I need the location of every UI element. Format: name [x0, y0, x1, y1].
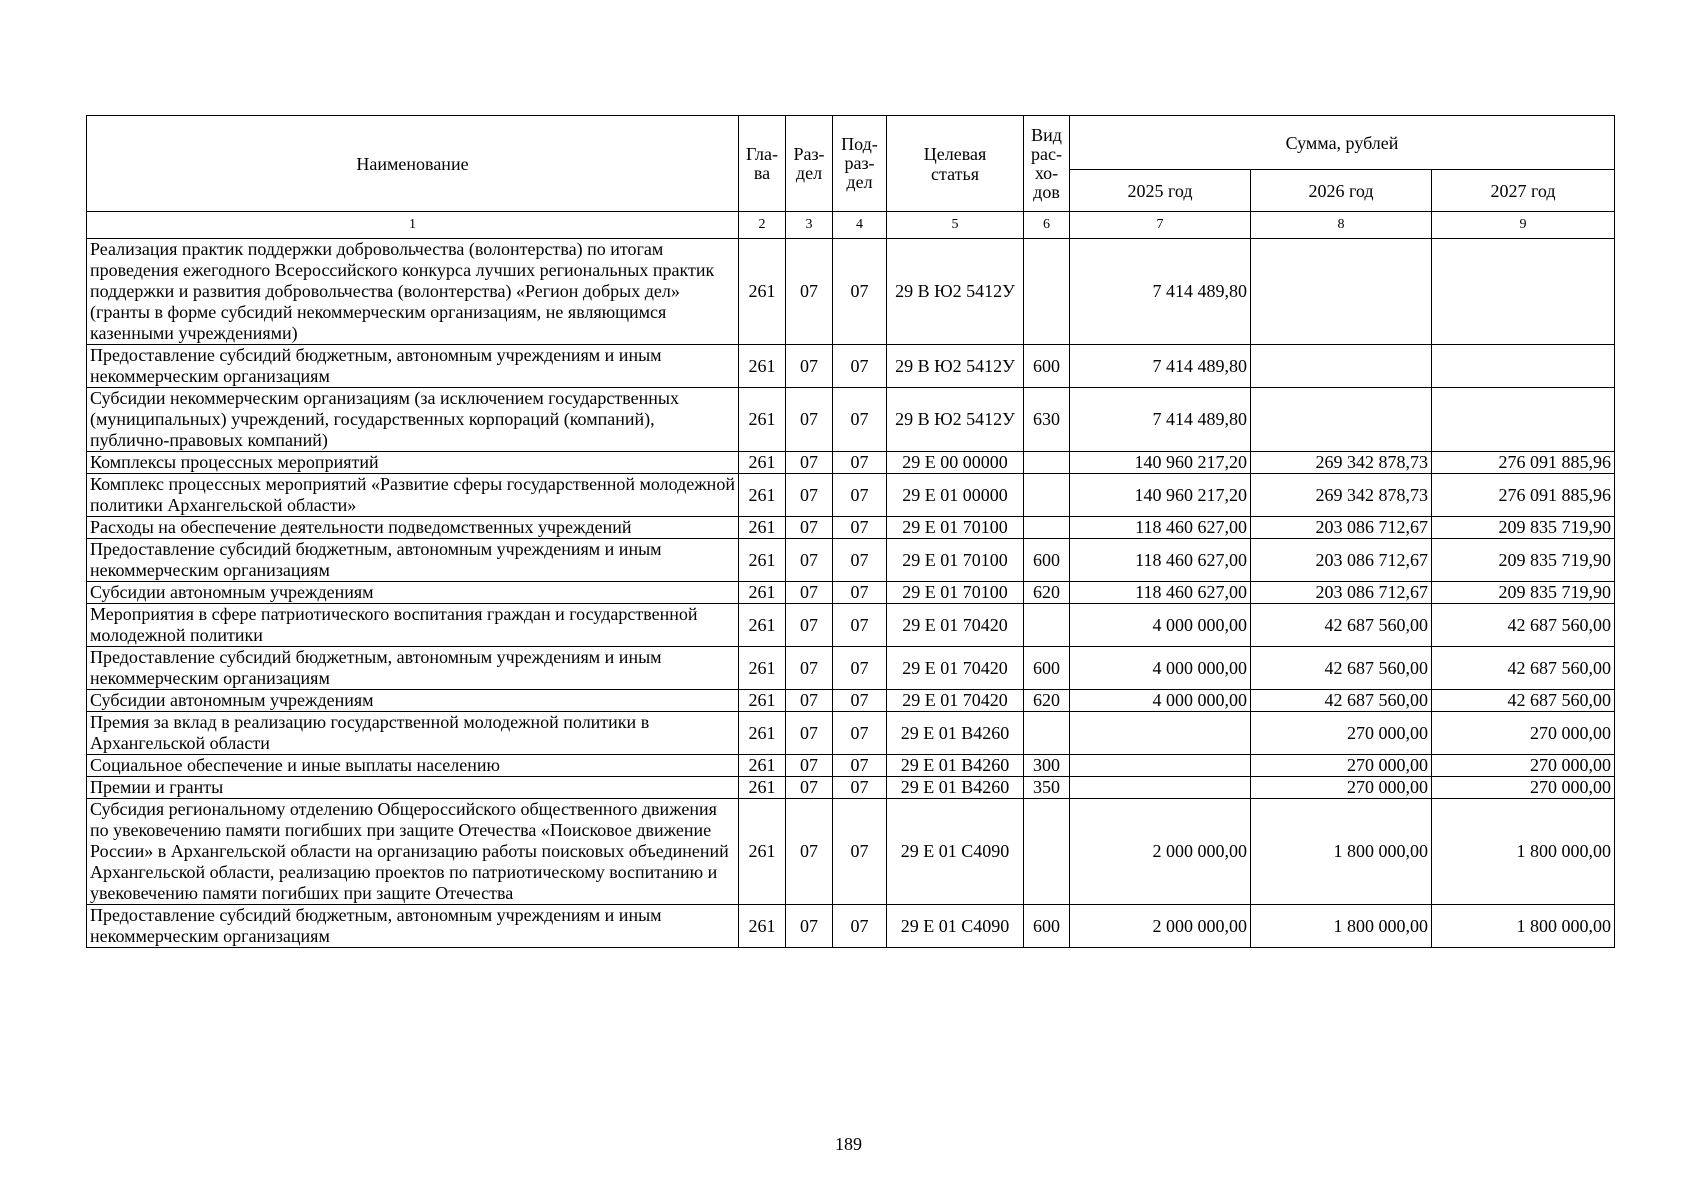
header-year-2027: 2027 год — [1432, 170, 1615, 212]
row-section: 07 — [786, 452, 833, 474]
header-expense-type: Вид рас- хо- дов — [1024, 116, 1070, 212]
column-number: 2 — [739, 212, 786, 239]
row-amount-2026: 270 000,00 — [1251, 712, 1432, 755]
row-name: Премия за вклад в реализацию государственной молодежной политики в Архангельской области — [87, 712, 739, 755]
row-expense-type — [1024, 452, 1070, 474]
row-target-article: 29 Е 01 70420 — [887, 604, 1024, 647]
row-subsection: 07 — [833, 905, 887, 948]
table-row — [87, 345, 1615, 388]
header-chapter: Гла- ва — [739, 116, 786, 212]
row-subsection: 07 — [833, 712, 887, 755]
row-target-article: 29 Е 00 00000 — [887, 452, 1024, 474]
column-number: 3 — [786, 212, 833, 239]
row-amount-2026: 270 000,00 — [1251, 777, 1432, 799]
row-amount-2026: 42 687 560,00 — [1251, 690, 1432, 712]
row-amount-2025 — [1070, 712, 1251, 755]
row-amount-2027: 42 687 560,00 — [1432, 604, 1615, 647]
row-subsection: 07 — [833, 582, 887, 604]
row-amount-2025: 7 414 489,80 — [1070, 239, 1251, 345]
row-amount-2027: 276 091 885,96 — [1432, 452, 1615, 474]
row-name: Предоставление субсидий бюджетным, автономным учреждениям и иным некоммерческим организациям — [87, 539, 739, 582]
row-expense-type — [1024, 239, 1070, 345]
row-target-article: 29 Е 01 70420 — [887, 647, 1024, 690]
page-number: 189 — [835, 1134, 862, 1154]
row-amount-2025: 2 000 000,00 — [1070, 799, 1251, 905]
row-amount-2027: 42 687 560,00 — [1432, 647, 1615, 690]
row-subsection: 07 — [833, 517, 887, 539]
row-expense-type — [1024, 712, 1070, 755]
table-row — [87, 647, 1615, 690]
row-chapter: 261 — [739, 777, 786, 799]
row-expense-type — [1024, 517, 1070, 539]
row-section: 07 — [786, 582, 833, 604]
header-subsection: Под- раз- дел — [833, 116, 887, 212]
table-row — [87, 452, 1615, 474]
header-year-2026: 2026 год — [1251, 170, 1432, 212]
row-amount-2025: 118 460 627,00 — [1070, 539, 1251, 582]
row-amount-2027: 270 000,00 — [1432, 777, 1615, 799]
row-target-article: 29 Е 01 00000 — [887, 474, 1024, 517]
row-target-article: 29 Е 01 С4090 — [887, 905, 1024, 948]
row-name: Мероприятия в сфере патриотического воспитания граждан и государственной молодежной политики — [87, 604, 739, 647]
row-section: 07 — [786, 474, 833, 517]
row-name: Субсидия региональному отделению Общероссийского общественного движения по увековечению памяти погибших при защите Отечества «Поисковое движение России» в Архангельской области на организацию работы поисковых объединений Архангельской области, реализацию проектов по патриотическому воспитанию и увековечению памяти погибших при защите Отечества — [87, 799, 739, 905]
row-amount-2025: 118 460 627,00 — [1070, 517, 1251, 539]
row-amount-2027: 270 000,00 — [1432, 712, 1615, 755]
row-subsection: 07 — [833, 539, 887, 582]
row-expense-type: 600 — [1024, 539, 1070, 582]
row-name: Предоставление субсидий бюджетным, автономным учреждениям и иным некоммерческим организациям — [87, 905, 739, 948]
row-amount-2026: 269 342 878,73 — [1251, 474, 1432, 517]
row-section: 07 — [786, 690, 833, 712]
row-chapter: 261 — [739, 690, 786, 712]
header-year-2025: 2025 год — [1070, 170, 1251, 212]
row-subsection: 07 — [833, 604, 887, 647]
row-name: Субсидии некоммерческим организациям (за исключением государственных (муниципальных) учреждений, государственных корпораций (компаний), публично-правовых компаний) — [87, 388, 739, 452]
row-amount-2027: 1 800 000,00 — [1432, 799, 1615, 905]
row-section: 07 — [786, 755, 833, 777]
budget-table — [86, 115, 1615, 948]
row-name: Комплекс процессных мероприятий «Развитие сферы государственной молодежной политики Архангельской области» — [87, 474, 739, 517]
row-expense-type: 630 — [1024, 388, 1070, 452]
row-target-article: 29 В Ю2 5412У — [887, 345, 1024, 388]
row-chapter: 261 — [739, 239, 786, 345]
table-row — [87, 777, 1615, 799]
row-subsection: 07 — [833, 239, 887, 345]
row-amount-2026: 1 800 000,00 — [1251, 799, 1432, 905]
row-target-article: 29 Е 01 70100 — [887, 539, 1024, 582]
row-expense-type — [1024, 474, 1070, 517]
row-amount-2026 — [1251, 239, 1432, 345]
row-name: Предоставление субсидий бюджетным, автономным учреждениям и иным некоммерческим организациям — [87, 345, 739, 388]
row-chapter: 261 — [739, 474, 786, 517]
row-amount-2027: 209 835 719,90 — [1432, 517, 1615, 539]
table-row — [87, 755, 1615, 777]
row-expense-type: 600 — [1024, 905, 1070, 948]
column-number: 5 — [887, 212, 1024, 239]
row-name: Комплексы процессных мероприятий — [87, 452, 739, 474]
row-target-article: 29 Е 01 70100 — [887, 582, 1024, 604]
row-expense-type — [1024, 799, 1070, 905]
row-amount-2026 — [1251, 345, 1432, 388]
row-amount-2025 — [1070, 777, 1251, 799]
row-section: 07 — [786, 345, 833, 388]
column-number-row — [87, 212, 1615, 239]
row-amount-2025: 7 414 489,80 — [1070, 388, 1251, 452]
row-target-article: 29 Е 01 В4260 — [887, 755, 1024, 777]
row-amount-2027: 1 800 000,00 — [1432, 905, 1615, 948]
row-chapter: 261 — [739, 517, 786, 539]
row-chapter: 261 — [739, 647, 786, 690]
row-expense-type: 300 — [1024, 755, 1070, 777]
table-row — [87, 712, 1615, 755]
row-amount-2025: 140 960 217,20 — [1070, 474, 1251, 517]
row-amount-2025: 4 000 000,00 — [1070, 604, 1251, 647]
row-subsection: 07 — [833, 647, 887, 690]
row-target-article: 29 Е 01 С4090 — [887, 799, 1024, 905]
column-number: 6 — [1024, 212, 1070, 239]
row-target-article: 29 Е 01 70100 — [887, 517, 1024, 539]
column-number: 4 — [833, 212, 887, 239]
row-amount-2025: 140 960 217,20 — [1070, 452, 1251, 474]
row-chapter: 261 — [739, 799, 786, 905]
table-row — [87, 474, 1615, 517]
row-chapter: 261 — [739, 604, 786, 647]
row-subsection: 07 — [833, 388, 887, 452]
row-section: 07 — [786, 712, 833, 755]
row-amount-2026: 42 687 560,00 — [1251, 604, 1432, 647]
row-section: 07 — [786, 517, 833, 539]
row-expense-type: 600 — [1024, 647, 1070, 690]
row-name: Субсидии автономным учреждениям — [87, 690, 739, 712]
row-amount-2025: 4 000 000,00 — [1070, 647, 1251, 690]
column-number: 7 — [1070, 212, 1251, 239]
row-amount-2027 — [1432, 345, 1615, 388]
row-chapter: 261 — [739, 582, 786, 604]
row-expense-type — [1024, 604, 1070, 647]
row-amount-2027: 209 835 719,90 — [1432, 582, 1615, 604]
row-section: 07 — [786, 239, 833, 345]
row-chapter: 261 — [739, 345, 786, 388]
row-chapter: 261 — [739, 452, 786, 474]
row-amount-2027 — [1432, 388, 1615, 452]
row-amount-2027 — [1432, 239, 1615, 345]
row-subsection: 07 — [833, 452, 887, 474]
row-amount-2026: 1 800 000,00 — [1251, 905, 1432, 948]
row-target-article: 29 Е 01 В4260 — [887, 777, 1024, 799]
header-section: Раз- дел — [786, 116, 833, 212]
table-row — [87, 799, 1615, 905]
row-amount-2026: 42 687 560,00 — [1251, 647, 1432, 690]
table-header — [87, 116, 1615, 239]
row-amount-2026: 203 086 712,67 — [1251, 539, 1432, 582]
row-chapter: 261 — [739, 905, 786, 948]
table-row — [87, 388, 1615, 452]
row-section: 07 — [786, 799, 833, 905]
table-row — [87, 582, 1615, 604]
row-subsection: 07 — [833, 345, 887, 388]
table-row — [87, 690, 1615, 712]
row-subsection: 07 — [833, 777, 887, 799]
row-section: 07 — [786, 647, 833, 690]
row-section: 07 — [786, 604, 833, 647]
row-section: 07 — [786, 388, 833, 452]
row-amount-2026: 269 342 878,73 — [1251, 452, 1432, 474]
row-expense-type: 620 — [1024, 582, 1070, 604]
row-subsection: 07 — [833, 755, 887, 777]
row-expense-type: 620 — [1024, 690, 1070, 712]
row-chapter: 261 — [739, 388, 786, 452]
row-subsection: 07 — [833, 799, 887, 905]
table-row — [87, 905, 1615, 948]
row-amount-2026: 203 086 712,67 — [1251, 582, 1432, 604]
row-amount-2026: 270 000,00 — [1251, 755, 1432, 777]
header-name: Наименование — [87, 116, 739, 212]
row-amount-2025: 4 000 000,00 — [1070, 690, 1251, 712]
table-body — [87, 239, 1615, 948]
row-amount-2026 — [1251, 388, 1432, 452]
row-amount-2027: 276 091 885,96 — [1432, 474, 1615, 517]
row-amount-2025: 7 414 489,80 — [1070, 345, 1251, 388]
column-number: 9 — [1432, 212, 1615, 239]
row-name: Предоставление субсидий бюджетным, автономным учреждениям и иным некоммерческим организациям — [87, 647, 739, 690]
row-amount-2025 — [1070, 755, 1251, 777]
row-section: 07 — [786, 777, 833, 799]
row-target-article: 29 В Ю2 5412У — [887, 388, 1024, 452]
row-target-article: 29 Е 01 70420 — [887, 690, 1024, 712]
header-amount: Сумма, рублей — [1070, 116, 1615, 170]
header-target-article: Целевая статья — [887, 116, 1024, 212]
row-amount-2025: 118 460 627,00 — [1070, 582, 1251, 604]
table-row — [87, 539, 1615, 582]
row-chapter: 261 — [739, 755, 786, 777]
table-row — [87, 239, 1615, 345]
row-name: Премии и гранты — [87, 777, 739, 799]
row-subsection: 07 — [833, 474, 887, 517]
row-subsection: 07 — [833, 690, 887, 712]
row-name: Социальное обеспечение и иные выплаты населению — [87, 755, 739, 777]
column-number: 8 — [1251, 212, 1432, 239]
row-name: Субсидии автономным учреждениям — [87, 582, 739, 604]
row-amount-2027: 42 687 560,00 — [1432, 690, 1615, 712]
row-target-article: 29 Е 01 В4260 — [887, 712, 1024, 755]
row-expense-type: 600 — [1024, 345, 1070, 388]
row-section: 07 — [786, 905, 833, 948]
row-expense-type: 350 — [1024, 777, 1070, 799]
row-chapter: 261 — [739, 539, 786, 582]
row-name: Реализация практик поддержки добровольчества (волонтерства) по итогам проведения ежегодного Всероссийского конкурса лучших региональных практик поддержки и развития добровольчества (волонтерства) «Регион добрых дел» (гранты в форме субсидий некоммерческим организациям, не являющимся казенными учреждениями) — [87, 239, 739, 345]
table-row — [87, 517, 1615, 539]
row-target-article: 29 В Ю2 5412У — [887, 239, 1024, 345]
table-row — [87, 604, 1615, 647]
row-chapter: 261 — [739, 712, 786, 755]
row-amount-2027: 209 835 719,90 — [1432, 539, 1615, 582]
row-amount-2027: 270 000,00 — [1432, 755, 1615, 777]
row-section: 07 — [786, 539, 833, 582]
row-name: Расходы на обеспечение деятельности подведомственных учреждений — [87, 517, 739, 539]
column-number: 1 — [87, 212, 739, 239]
row-amount-2026: 203 086 712,67 — [1251, 517, 1432, 539]
row-amount-2025: 2 000 000,00 — [1070, 905, 1251, 948]
